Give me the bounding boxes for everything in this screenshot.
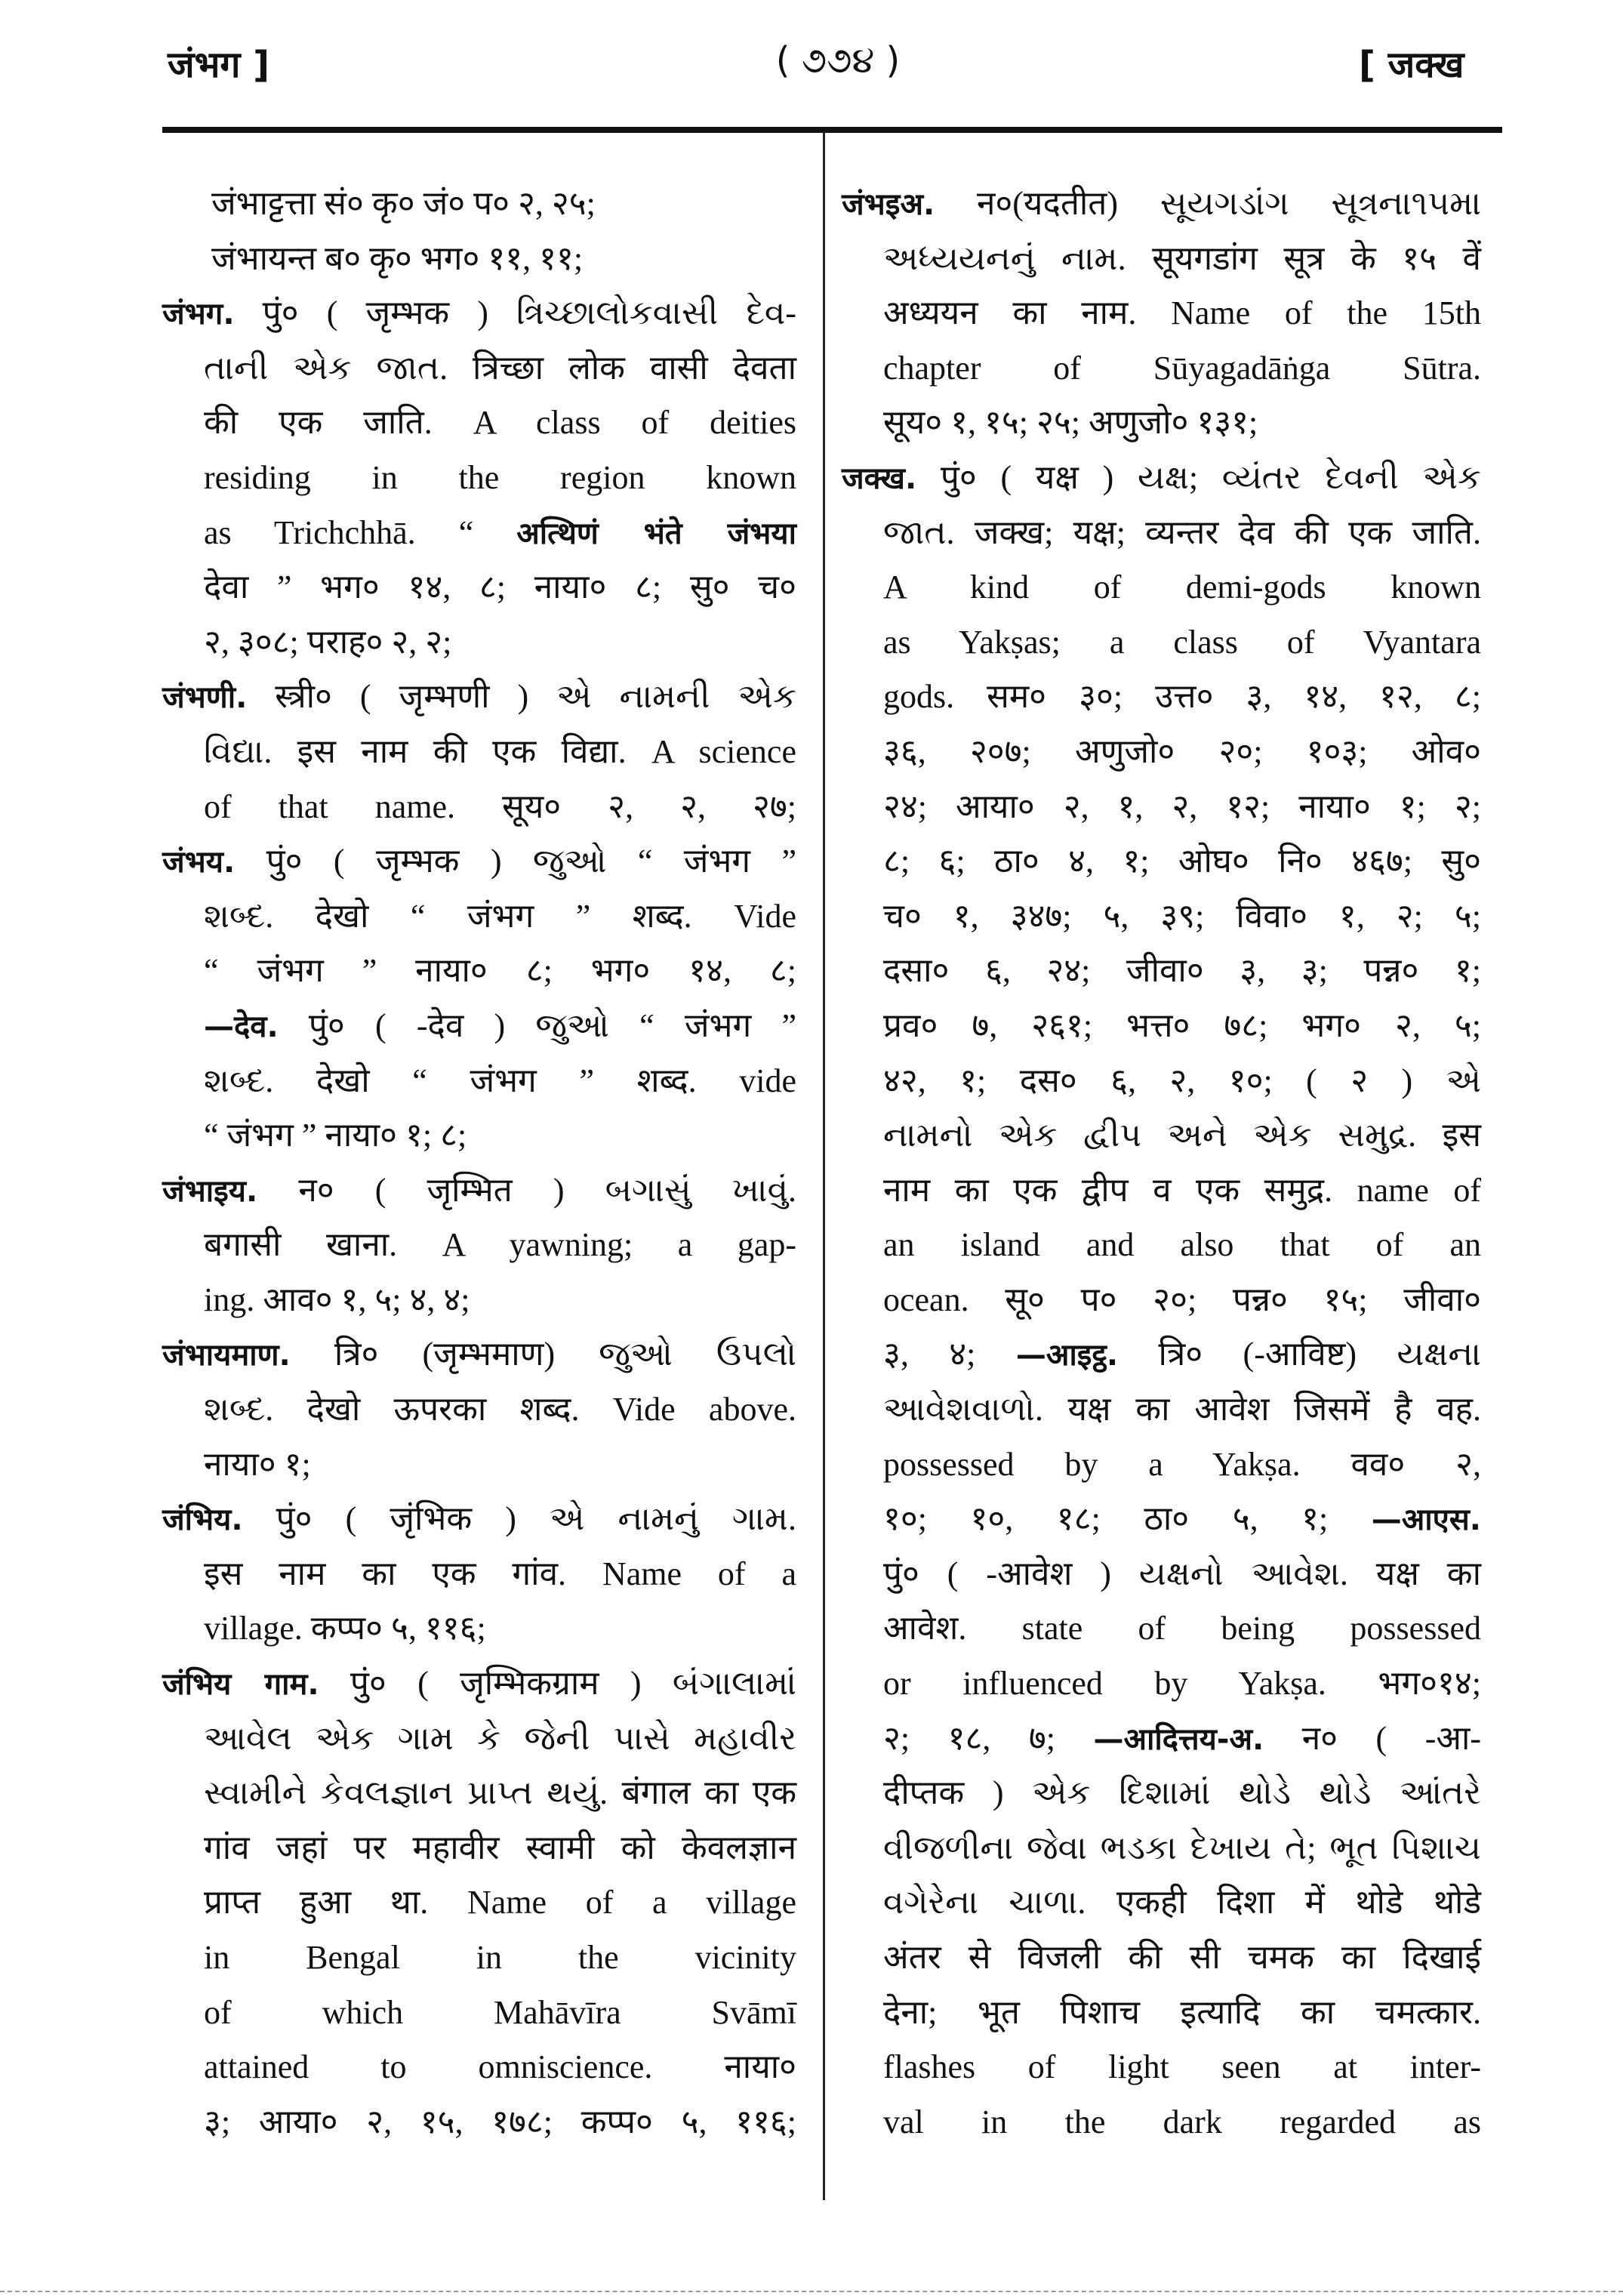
line-text: ocean. सू० प० २०; पन्न० १५; जीवा० [883,1281,1481,1318]
line-text: पुं० ( जृम्भक ) જુઓ “ जंभग ” [235,843,796,880]
text-line [162,341,796,396]
text-line [842,999,1481,1054]
text-line [162,1766,796,1821]
line-text: न०(यदतीत) સૂયગડાંગ સૂત્રના૧૫મા [935,185,1481,222]
headword: —देव. [204,1009,279,1044]
text-line [842,560,1481,615]
line-text: ८; ६; ठा० ४, १; ओघ० नि० ४६७; सु० [883,843,1481,880]
text-line [162,560,796,615]
line-text: ing. आव० १, ५; ४, ४; [204,1281,470,1318]
headword: जंभइअ. [842,187,935,222]
line-text: આવેલ એક ગામ કે જેની પાસે મહાવીર [204,1719,796,1757]
line-text: of which Mahāvīra Svāmī [204,1993,796,2031]
line-text: न० ( -आ- [1264,1719,1481,1757]
entry-line [842,451,1481,506]
line-text: “ जंभग ” नाया० १; ८; [204,1117,467,1154]
text-line [842,1438,1481,1493]
right-column [842,177,1481,2150]
text-line [162,1054,796,1109]
text-line [842,286,1481,341]
text-line [842,1875,1481,1931]
line-text: of that name. सूय० २, २, २७; [204,787,796,825]
line-text: શબ્દ. देखो “ जंभग ” शब्द. vide [204,1062,796,1099]
line-text: पुं० ( जृंभिक ) એ નામનું ગામ. [242,1500,796,1538]
text-line [842,889,1481,945]
text-line [842,1273,1481,1328]
text-line [842,615,1481,670]
headword: जंभिय गाम. [162,1667,319,1703]
line-text: स्त्री० ( जृम्भणी ) એ નામની એક [247,678,796,716]
text-line [842,780,1481,835]
line-text: આવેશવાળો. यक्ष का आवेश जिसमें है वह. [883,1391,1481,1428]
text-line [842,1492,1481,1547]
line-text: અધ્યયનનું નામ. सूयगडांग सूत्र के १५ वें [883,239,1481,277]
line-text: as Yakṣas; a class of Vyantara [883,623,1481,661]
text-line [842,1712,1481,1767]
text-line [842,1986,1481,2041]
line-text: નામનો એક દ્વીપ અને એક સમુદ્ર. इस [883,1117,1481,1154]
line-text: attained to omniscience. नाया० [204,2048,796,2086]
entry-line [162,1657,796,1712]
text-line [162,1601,796,1657]
text-line [162,780,796,835]
headword: अत्थिणं भंते जंभया [516,516,796,551]
line-text: જાત. जक्ख; यक्ष; व्यन्तर देव की एक जाति. [883,513,1481,551]
text-line [842,2040,1481,2095]
entry-line [162,1492,796,1547]
text-line [162,1986,796,2041]
text-line [162,889,796,945]
text-line [842,1108,1481,1163]
line-text: प्रव० ७, २६१; भत्त० ७८; भग० २, ५; [883,1006,1481,1044]
headword: —आदित्तय-अ. [1093,1721,1264,1757]
text-line [842,1218,1481,1273]
running-head-right: [ जक्ख [1359,44,1464,86]
line-text: १०; १०, १८; ठा० ५, १; [883,1500,1372,1538]
entry-line [162,1327,796,1382]
text-line [842,396,1481,451]
text-line [842,1931,1481,1986]
line-text: or influenced by Yakṣa. भग०१४; [883,1665,1481,1703]
line-text: बगासी खाना. A yawning; a gap- [204,1226,796,1264]
line-text: सूय० १, १५; २५; अणुजो० १३१; [883,404,1258,442]
headword: जंभणी. [162,680,248,716]
line-text: पुं० ( -देव ) જુઓ “ जंभग ” [278,1006,796,1044]
running-head-left: जंभग ] [168,44,270,86]
text-line [162,1875,796,1931]
text-line [842,944,1481,999]
line-text: नाया० १; [204,1445,311,1483]
text-line [162,615,796,670]
text-line [842,1766,1481,1821]
entry-line [842,177,1481,232]
text-line [842,670,1481,725]
text-line [162,1438,796,1493]
line-text: તાની એક જાત. त्रिच्छा लोक वासी देवता [204,349,796,387]
text-line [162,232,796,287]
line-text: की एक जाति. A class of deities [204,404,796,442]
text-line [842,1163,1481,1219]
line-text: residing in the region known [204,458,796,496]
line-text: २४; आया० २, १, २, १२; नाया० १; २; [883,787,1481,825]
line-text: अंतर से विजली की सी चमक का दिखाई [883,1939,1481,1976]
text-line [842,725,1481,780]
text-line [162,1547,796,1602]
text-line [162,1273,796,1328]
line-text: आवेश. state of being possessed [883,1610,1481,1647]
page-number: ( ૭૭૪ ) [775,39,901,82]
line-text: flashes of light seen at inter- [883,2048,1481,2086]
line-text: possessed by a Yakṣa. वव० २, [883,1445,1481,1483]
text-line [842,1054,1481,1109]
text-line [162,506,796,561]
line-text: जंभायन्त ब० कृ० भग० ११, ११; [211,239,584,277]
headword: —आइट्ठ. [1015,1338,1119,1373]
line-text: an island and also that of an [883,1226,1481,1264]
line-text: जंभाट्टत्ता सं० कृ० जं० प० २, २५; [211,185,596,222]
text-line [162,1108,796,1163]
line-text: શબ્દ. देखो ऊपरका शब्द. Vide above. [204,1391,796,1428]
line-text: दसा० ६, २४; जीवा० ३, ३; पन्न० १; [883,952,1481,990]
text-line [162,396,796,451]
line-text: in Bengal in the vicinity [204,1939,796,1976]
line-text: पुं० ( -आवेश ) યક્ષનો આવેશ. यक्ष का [883,1555,1481,1592]
text-line [842,341,1481,396]
headword: जक्ख. [842,461,917,496]
line-text: વગેરેના ચાળા. एकही दिशा में थोडे थोडे [883,1884,1481,1922]
entry-line [162,834,796,889]
text-line [162,999,796,1054]
line-text: ३; आया० २, १५, १७८; कप्प० ५, ११६; [204,2103,796,2140]
line-text: नाम का एक द्वीप व एक समुद्र. name of [883,1171,1481,1209]
text-line [842,1657,1481,1712]
text-line [162,1218,796,1273]
line-text: त्रि० (-आविष्ट) યક્ષના [1118,1336,1481,1373]
text-line [162,2095,796,2150]
line-text: village. कप्प० ५, ११६; [204,1610,486,1647]
line-text: વિદ્યા. इस नाम की एक विद्या. A science [204,732,796,770]
text-line [162,177,796,232]
headword: जंभय. [162,845,236,880]
line-text: A kind of demi-gods known [883,569,1481,606]
text-line [842,1821,1481,1876]
text-line [162,944,796,999]
line-text: न० ( जृम्भित ) બગાસું ખાવું. [257,1171,796,1209]
text-line [162,1712,796,1767]
headword: जंभग. [162,297,235,332]
line-text: पुं० ( जृम्भक ) ત્રિચ્છાલોકવાસી દેવ- [234,294,796,332]
text-line [842,232,1481,287]
line-text: ३६, २०७; अणुजो० २०; १०३; ओव० [883,732,1481,770]
line-text: २, ३०८; पराह० २, २; [204,623,452,661]
column-divider [823,131,825,2200]
text-line [842,2095,1481,2150]
text-line [842,1601,1481,1657]
text-line [162,1821,796,1876]
line-text: पुं० ( जृम्भिकग्राम ) બંગાલામાં [319,1665,796,1703]
left-column [162,177,796,2150]
line-text: “ जंभग ” नाया० ८; भग० १४, ८; [204,952,796,990]
text-line [162,451,796,506]
text-line [842,506,1481,561]
line-text: गांव जहां पर महावीर स्वामी को केवलज्ञान [204,1829,796,1866]
line-text: अध्ययन का नाम. Name of the 15th [883,294,1481,332]
line-text: સ્વામીને કેવલજ્ઞાન પ્રાપ્ત થયું. बंगाल का एक [204,1774,796,1812]
headword: —आएस. [1371,1502,1481,1538]
line-text: ३, ४; [883,1336,1016,1373]
entry-line [162,286,796,341]
line-text: as Trichchhā. “ [204,513,517,551]
line-text: इस नाम का एक गांव. Name of a [204,1555,796,1592]
headword: जंभायमाण. [162,1338,291,1373]
entry-line [162,670,796,725]
line-text: શબ્દ. देखो “ जंभग ” शब्द. Vide [204,897,796,935]
line-text: chapter of Sūyagadāṅga Sūtra. [883,349,1481,387]
text-line [842,1382,1481,1438]
text-line [842,834,1481,889]
header-rule [162,127,1502,133]
line-text: दीप्तक ) એક દિશામાં થોડે થોડે આંતરે [883,1774,1481,1812]
line-text: २; १८, ७; [883,1719,1094,1757]
entry-line [162,1163,796,1219]
line-text: च० १, ३४७; ५, ३९; विवा० १, २; ५; [883,897,1481,935]
text-line [162,725,796,780]
line-text: વીજળીના જેવા ભડકા દેખાય તે; ભૂત પિશાચ [883,1829,1481,1866]
line-text: gods. सम० ३०; उत्त० ३, १४, १२, ८; [883,678,1481,716]
line-text: प्राप्त हुआ था. Name of a village [204,1884,796,1922]
line-text: देवा ” भग० १४, ८; नाया० ८; सु० च० [204,569,796,606]
line-text: त्रि० (जृम्भमाण) જુઓ ઉપલો [290,1336,796,1373]
headword: जंभिय. [162,1502,243,1538]
text-line [162,1382,796,1438]
text-line [162,2040,796,2095]
headword: जंभाइय. [162,1173,258,1209]
line-text: पुं० ( यक्ष ) યક્ષ; વ્યંતર દેવની એક [916,458,1481,496]
line-text: देना; भूत पिशाच इत्यादि का चमत्कार. [883,1993,1481,2031]
line-text: ४२, १; दस० ६, २, १०; ( २ ) એ [883,1062,1481,1099]
text-line [162,1931,796,1986]
footer-rule [0,2291,1623,2292]
text-line [842,1327,1481,1382]
text-line [842,1547,1481,1602]
line-text: val in the dark regarded as [883,2103,1481,2140]
